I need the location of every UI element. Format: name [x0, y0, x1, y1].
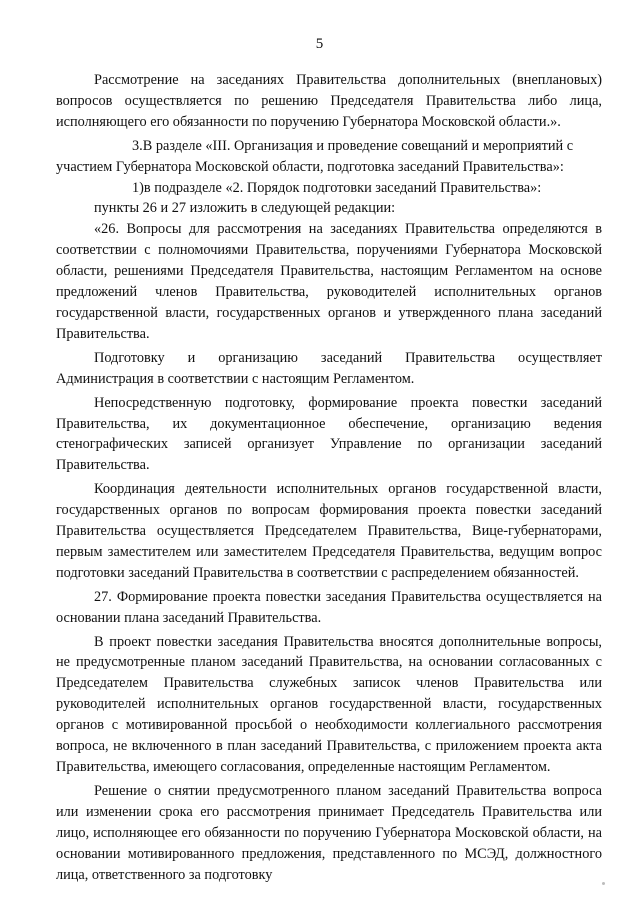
item-1 [56, 178, 602, 199]
item-3-number: 3. [132, 137, 143, 154]
paragraph-26-organization: Подготовку и организацию заседаний Правительства осуществляет Администрация в соответствии с настоящим Регламентом. [56, 349, 602, 387]
paragraph-points-26-27: пункты 26 и 27 изложить в следующей редакции: [94, 200, 396, 217]
paragraph-27-additional: В проект повестки заседания Правительства вносятся дополнительные вопросы, не предусмотренные планом заседаний Правительства, на основании согласованных с Председателем Правительства служебных записок членов Правительства или руководителей исполнительных органов государственной власти, государственных органов с мотивированной просьбой о необходимости коллегиального рассмотрения вопроса, не включенного в план заседаний Правительства, с приложением проекта акта Правительства, имеющего согласования, определенные настоящим Регламентом. [56, 633, 602, 775]
document-body [56, 70, 602, 885]
paragraph-additional-questions: Рассмотрение на заседаниях Правительства дополнительных (внеплановых) вопросов осуществляется по решению Председателя Правительства либо лица, исполняющего его обязанности по поручению Губернатора Московской области.». [56, 72, 602, 130]
item-1-text: в подразделе «2. Порядок подготовки заседаний Правительства»: [143, 179, 542, 196]
paragraph-27: 27. Формирование проекта повестки заседания Правительства осуществляется на основании плана заседаний Правительства. [56, 588, 602, 626]
page-number: 5 [315, 36, 324, 52]
paragraph-26-preparation: Непосредственную подготовку, формирование проекта повестки заседаний Правительства, их документационное обеспечение, организацию ведения стенографических записей организует Управление по организации заседаний Правительства. [56, 394, 602, 474]
paragraph-27-removal: Решение о снятии предусмотренного планом заседаний Правительства вопроса или изменении срока его рассмотрения принимает Председатель Правительства или лицо, исполняющее его обязанности по поручению Губернатора Московской области, на основании мотивированного предложения, представленного по МСЭД, должностного лица, ответственного за подготовку [56, 782, 602, 883]
item-3-text: В разделе «III. Организация и проведение совещаний и мероприятий с участием Губернатора Московской области, подготовка заседаний Правительства»: [56, 137, 574, 175]
item-1-number: 1) [132, 179, 144, 196]
item-3 [56, 136, 602, 178]
paragraph-26: «26. Вопросы для рассмотрения на заседаниях Правительства определяются в соответствии с полномочиями Правительства, поручениями Губернатора Московской области, решениями Председателя Правительства, настоящим Регламентом на основе предложений членов Правительства, руководителей исполнительных органов государственной власти, государственных органов и утвержденного плана заседаний Правительства. [56, 221, 602, 342]
paragraph-26-coordination: Координация деятельности исполнительных органов государственной власти, государственных органов по вопросам формирования проекта повестки заседаний Правительства осуществляется Председателем Правительства, Вице-губернаторами, первым заместителем или заместителем Председателя Правительства, ведущим вопрос подготовки заседаний Правительства в соответствии с распределением обязанностей. [56, 481, 602, 581]
scan-dot-mark [602, 882, 605, 885]
